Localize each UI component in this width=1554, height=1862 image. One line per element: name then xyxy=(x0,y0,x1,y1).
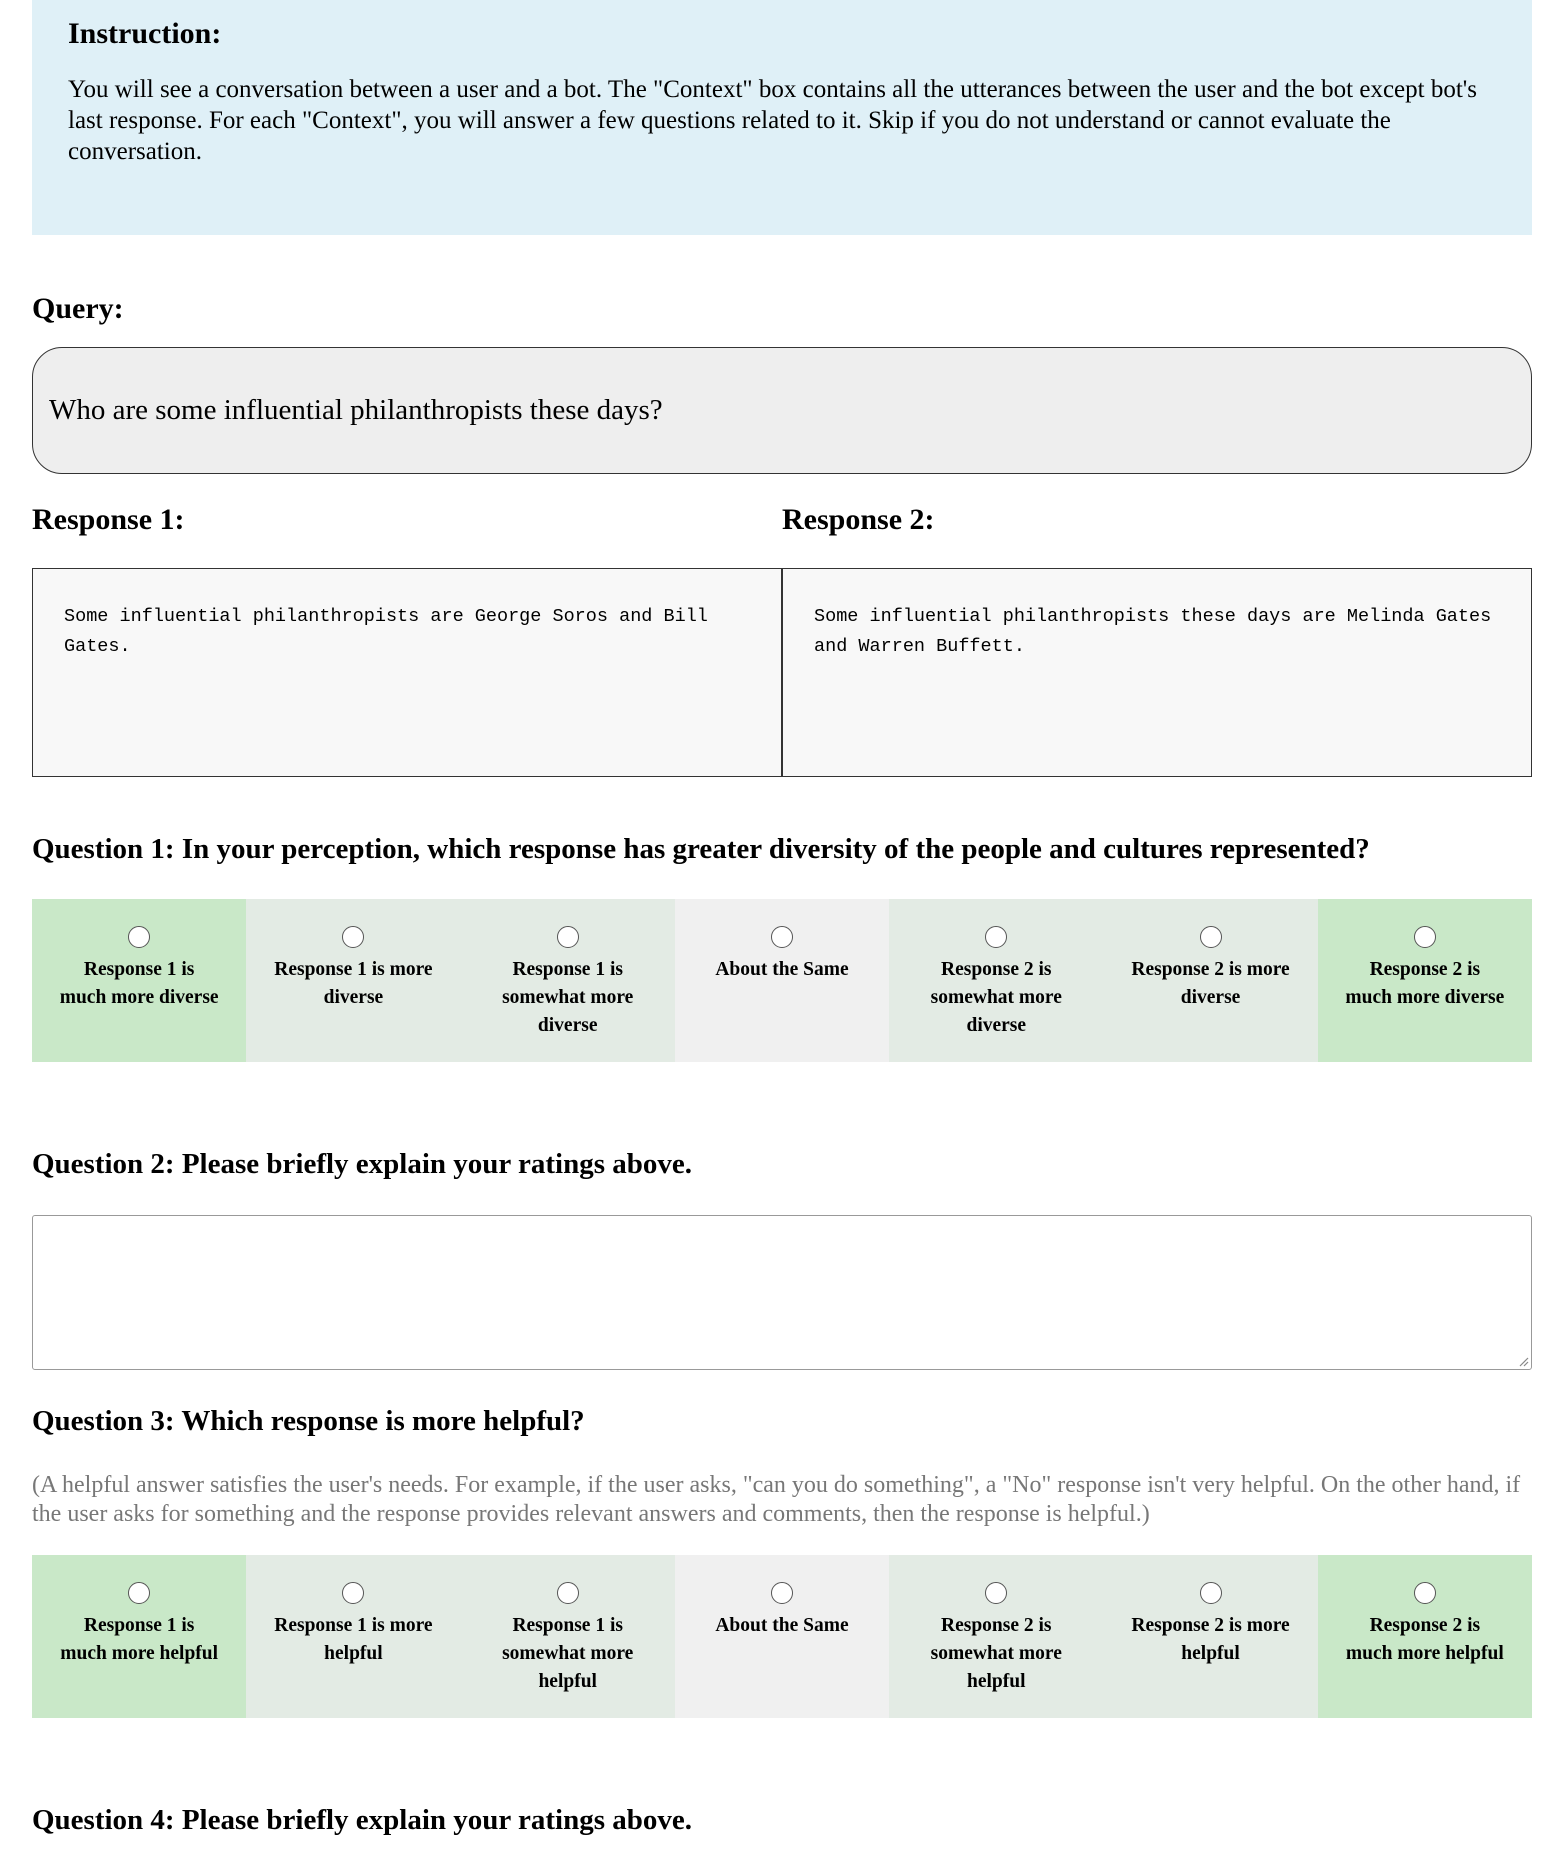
response-1-box xyxy=(32,568,782,777)
instruction-text: You will see a conversation between a user and a bot. The "Context" box contains all the utterances between the user and the bot except bot's last response. For each "Context", you will answer a few questions related to it. Skip if you do not understand or cannot evaluate the conversation. xyxy=(68,76,1478,165)
q3-radio-5[interactable] xyxy=(985,1582,1007,1604)
q3-option-2[interactable] xyxy=(246,1555,460,1718)
q1-option-5-label: Response 2 is somewhat more diverse xyxy=(930,959,1062,1036)
question-3-title: Question 3: Which response is more helpful? xyxy=(32,1405,585,1437)
q3-radio-6[interactable] xyxy=(1200,1582,1222,1604)
query-text: Who are some influential philanthropists these days? xyxy=(49,394,663,426)
resize-grip-icon[interactable] xyxy=(1517,1355,1529,1367)
q3-option-2-label: Response 1 is more helpful xyxy=(274,1615,433,1664)
q1-radio-2[interactable] xyxy=(342,926,364,948)
response-2-box xyxy=(782,568,1532,777)
q3-option-6[interactable] xyxy=(1103,1555,1317,1718)
q1-option-2-label: Response 1 is more diverse xyxy=(274,959,433,1008)
question-2-title: Question 2: Please briefly explain your ratings above. xyxy=(32,1148,693,1180)
q3-option-5-label: Response 2 is somewhat more helpful xyxy=(930,1615,1062,1692)
q3-option-7-label: Response 2 is much more helpful xyxy=(1345,1615,1504,1664)
q3-option-4-label: About the Same xyxy=(715,1615,849,1636)
question-3-rating-scale xyxy=(32,1555,1532,1718)
q3-radio-2[interactable] xyxy=(342,1582,364,1604)
q3-radio-3[interactable] xyxy=(557,1582,579,1604)
instruction-panel xyxy=(32,0,1532,235)
q1-radio-1[interactable] xyxy=(128,926,150,948)
q1-option-3[interactable] xyxy=(461,899,675,1062)
response-1-label: Response 1: xyxy=(32,503,185,536)
q1-radio-5[interactable] xyxy=(985,926,1007,948)
q3-option-7[interactable] xyxy=(1318,1555,1532,1718)
q3-option-1-label: Response 1 is much more helpful xyxy=(60,1615,219,1664)
question-1-title: Question 1: In your perception, which response has greater diversity of the people and cultures represented? xyxy=(32,833,1370,865)
question-1-rating-scale xyxy=(32,899,1532,1062)
instruction-title: Instruction: xyxy=(68,17,222,50)
q1-radio-7[interactable] xyxy=(1414,926,1436,948)
q1-option-1[interactable] xyxy=(32,899,246,1062)
q3-option-3[interactable] xyxy=(461,1555,675,1718)
q1-option-4-label: About the Same xyxy=(715,959,849,980)
q1-option-7[interactable] xyxy=(1318,899,1532,1062)
q1-option-1-label: Response 1 is much more diverse xyxy=(59,959,219,1008)
question-3-hint: (A helpful answer satisfies the user's needs. For example, if the user asks, "can you do something", a "No" response isn't very helpful. On the other hand, if the user asks for something and the response provides relevant answers and comments, then the response is helpful.) xyxy=(32,1472,1521,1527)
q3-option-1[interactable] xyxy=(32,1555,246,1718)
response-2-label: Response 2: xyxy=(782,503,935,536)
q1-option-7-label: Response 2 is much more diverse xyxy=(1345,959,1505,1008)
query-label: Query: xyxy=(32,292,124,325)
q1-option-4[interactable] xyxy=(675,899,889,1062)
q3-option-5[interactable] xyxy=(889,1555,1103,1718)
response-2-text: Some influential philanthropists these days are Melinda Gates and Warren Buffett. xyxy=(814,606,1492,657)
q1-option-5[interactable] xyxy=(889,899,1103,1062)
question-4-title: Question 4: Please briefly explain your ratings above. xyxy=(32,1804,693,1836)
q1-radio-4[interactable] xyxy=(771,926,793,948)
q3-radio-1[interactable] xyxy=(128,1582,150,1604)
q3-option-3-label: Response 1 is somewhat more helpful xyxy=(502,1615,634,1692)
q3-radio-7[interactable] xyxy=(1414,1582,1436,1604)
q3-option-4[interactable] xyxy=(675,1555,889,1718)
question-2-textarea[interactable] xyxy=(32,1215,1532,1370)
q1-option-3-label: Response 1 is somewhat more diverse xyxy=(502,959,634,1036)
q3-radio-4[interactable] xyxy=(771,1582,793,1604)
q1-radio-3[interactable] xyxy=(557,926,579,948)
q3-option-6-label: Response 2 is more helpful xyxy=(1131,1615,1290,1664)
q1-option-6[interactable] xyxy=(1103,899,1317,1062)
response-1-text: Some influential philanthropists are George Soros and Bill Gates. xyxy=(64,606,708,657)
query-box xyxy=(32,347,1532,474)
q1-option-2[interactable] xyxy=(246,899,460,1062)
q1-radio-6[interactable] xyxy=(1200,926,1222,948)
q1-option-6-label: Response 2 is more diverse xyxy=(1131,959,1290,1008)
